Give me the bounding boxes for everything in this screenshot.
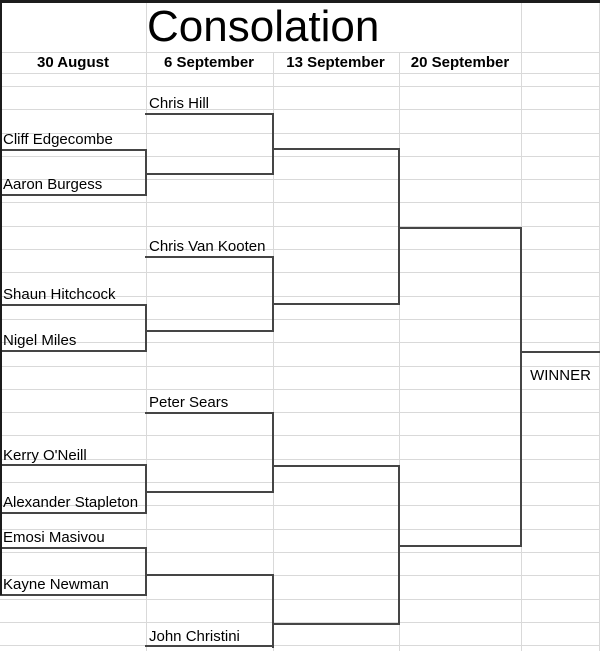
gridline bbox=[0, 109, 600, 110]
bracket-line bbox=[398, 465, 400, 625]
gridline bbox=[0, 272, 600, 273]
bracket-line bbox=[272, 113, 274, 176]
bracket-line bbox=[520, 351, 600, 353]
gridline bbox=[0, 202, 600, 203]
bracket-line bbox=[272, 148, 401, 150]
gridline bbox=[0, 412, 600, 413]
bracket-line bbox=[145, 491, 274, 493]
gridline bbox=[0, 482, 600, 483]
bracket-line bbox=[272, 623, 401, 625]
gridline bbox=[0, 342, 600, 343]
round-header-3: 13 September bbox=[286, 54, 385, 71]
bracket-line bbox=[145, 547, 147, 596]
player-name: Kayne Newman bbox=[3, 576, 109, 593]
gridline bbox=[0, 389, 600, 390]
player-name: Chris Van Kooten bbox=[149, 238, 266, 255]
round-header-1: 30 August bbox=[37, 54, 109, 71]
bracket-line bbox=[272, 412, 274, 493]
bracket-line bbox=[398, 227, 522, 229]
gridline bbox=[0, 249, 600, 250]
player-name: Cliff Edgecombe bbox=[3, 131, 113, 148]
bracket-line bbox=[520, 227, 522, 547]
gridline bbox=[0, 645, 600, 646]
gridline bbox=[599, 3, 600, 651]
gridline bbox=[0, 459, 600, 460]
gridline bbox=[0, 319, 600, 320]
bracket-line bbox=[272, 256, 274, 333]
gridline bbox=[0, 366, 600, 367]
bracket-line bbox=[145, 304, 147, 352]
player-name: Chris Hill bbox=[149, 95, 209, 112]
bracket-line bbox=[272, 574, 274, 648]
bracket-line bbox=[398, 148, 400, 305]
gridline bbox=[0, 552, 600, 553]
bracket-title: Consolation bbox=[147, 2, 380, 51]
bracket-line bbox=[145, 149, 147, 196]
bracket-line bbox=[145, 574, 274, 576]
player-name: Peter Sears bbox=[149, 394, 229, 411]
sheet-left-border bbox=[0, 0, 2, 595]
bracket-line bbox=[272, 303, 401, 305]
gridline bbox=[0, 435, 600, 436]
bracket-line bbox=[272, 465, 401, 467]
player-name: Aaron Burgess bbox=[3, 176, 103, 193]
player-name: Kerry O'Neill bbox=[3, 446, 87, 464]
gridline bbox=[0, 156, 600, 157]
bracket-line bbox=[145, 464, 147, 514]
player-name: John Christini bbox=[149, 627, 240, 645]
gridline bbox=[0, 599, 600, 600]
player-name: Emosi Masivou bbox=[3, 529, 105, 546]
player-name: Shaun Hitchcock bbox=[3, 286, 116, 303]
bracket-line bbox=[398, 545, 522, 547]
winner-label: WINNER bbox=[530, 367, 591, 384]
round-header-2: 6 September bbox=[163, 54, 255, 71]
gridline bbox=[0, 86, 600, 87]
bracket-line bbox=[145, 173, 274, 175]
round-header-4: 20 September bbox=[410, 54, 510, 71]
bracket-line bbox=[145, 330, 274, 332]
player-name: Alexander Stapleton bbox=[3, 494, 139, 511]
player-name: Nigel Miles bbox=[3, 332, 77, 349]
gridline bbox=[0, 73, 600, 74]
